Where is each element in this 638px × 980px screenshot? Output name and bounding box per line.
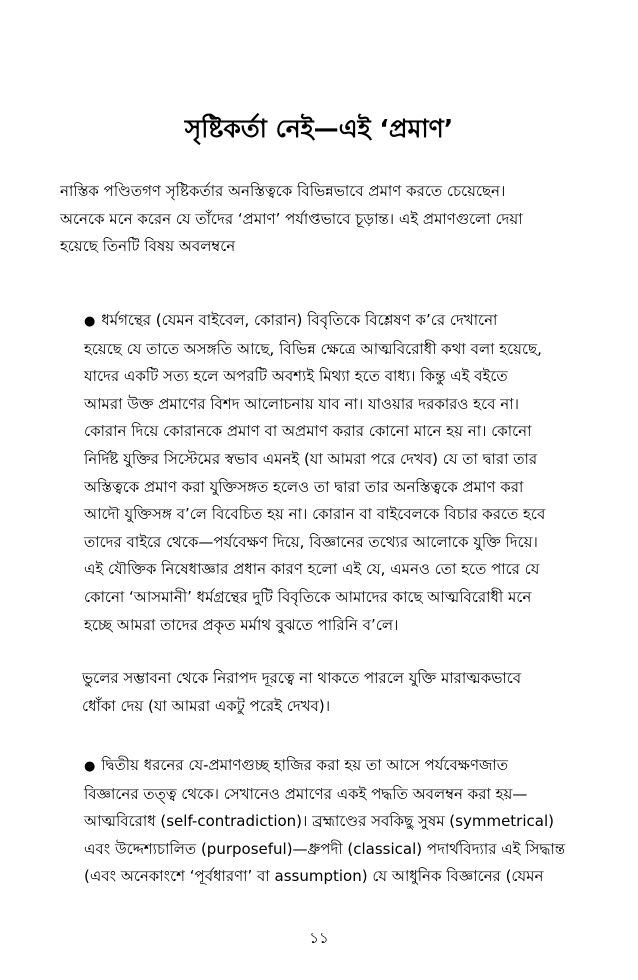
text-line: ধোঁকা দেয় (যা আমরা একটু পরেই দেখব)।	[82, 696, 331, 715]
text-line: (এবং অনেকাংশে ‘পূর্বধারণা’ বা assumption) যে আধুনিক বিজ্ঞানের (যেমন	[84, 867, 544, 886]
text-line: কোনো ‘আসমানী’ ধর্মগ্রন্থের দুটি বিবৃতিকে আমাদের কাছে আত্মবিরোধী মনে	[84, 587, 532, 606]
text-line: ভুলের সম্ভাবনা থেকে নিরাপদ দূরত্বে না থাকতে পারলে যুক্তি মারাত্মকভাবে	[82, 669, 522, 687]
text-line: বিজ্ঞানের তত্ত্ব থেকে। সেখানেও প্রমাণের একই পদ্ধতি অবলম্বন করা হয়—	[84, 784, 528, 803]
text-line	[60, 752, 596, 781]
text-line: কোরান দিয়ে কোরানকে প্রমাণ বা অপ্রমাণ করার কোনো মানে হয় না। কোনো	[84, 422, 532, 441]
text-line: নির্দিষ্ট যুক্তির সিস্টেমের স্বভাব এমনই (যা আমরা পরে দেখব) যে তা দ্বারা তার	[84, 449, 538, 468]
text-line-content: ধর্মগন্থের (যেমন বাইবেল, কোরান) বিবৃতিকে বিশ্লেষণ ক’রে দেখানো	[101, 311, 498, 329]
text-line: আদৌ যুক্তিসঙ্গ ব’লে বিবেচিত হয় না। কোরান বা বাইবেলকে বিচার করতে হবে	[84, 505, 546, 524]
bullet-icon: ●	[84, 314, 96, 329]
page-number: ১১	[309, 929, 329, 947]
text-line: যাদের একটি সত্য হলে অপরটি অবশ্যই মিথ্যা হতে বাধ্য। কিন্তু এই বইতে	[84, 367, 508, 386]
text-line: অস্তিত্বকে প্রমাণ করা যুক্তিসঙ্গত হলেও তা দ্বারা তার অনস্তিত্বকে প্রমাণ করা	[84, 477, 524, 496]
text-line-content: দ্বিতীয় ধরনের যে-প্রমাণগুচ্ছ হাজির করা হয় তা আসে পর্যবেক্ষণজাত	[101, 756, 509, 774]
text-line: এই যৌক্তিক নিষেধাজ্ঞার প্রধান কারণ হলো এই যে, এমনও তো হতে পারে যে	[84, 560, 540, 579]
text-line: হয়েছে যে তাতে অসঙ্গতি আছে, বিভিন্ন ক্ষেত্রে আত্মবিরোধী কথা বলা হয়েছে,	[84, 339, 542, 358]
text-line	[60, 307, 596, 336]
paragraph-second-proof	[60, 752, 596, 891]
text-line: নাস্তিক পণ্ডিতগণ সৃষ্টিকর্তার অনস্তিত্বকে বিভিন্নভাবে প্রমাণ করতে চেয়েছেন।	[60, 182, 506, 200]
text-line: আমরা উক্ত প্রমাণের বিশদ আলোচনায় যাব না। যাওয়ার দরকারও হবে না।	[84, 394, 519, 413]
text-line: আত্মবিরোধ (self-contradiction)। ব্রহ্মাণ্ডের সবকিছু সুষম (symmetrical)	[84, 812, 554, 831]
chapter-title: সৃষ্টিকর্তা নেই—এই ‘প্রমাণ’	[184, 114, 454, 143]
text-line: হচ্ছে আমরা তাদের প্রকৃত মর্মাথ বুঝতে পারিনি ব’লে।	[84, 615, 399, 634]
bullet-icon: ●	[84, 759, 96, 774]
text-line: হয়েছে তিনটি বিষয় অবলম্বনে	[60, 237, 236, 256]
text-line: তাদের বাইরে থেকে—পর্যবেক্ষণ দিয়ে, বিজ্ঞানের তথ্যের আলোকে যুক্তি দিয়ে।	[84, 532, 538, 551]
paragraph-error-caution	[60, 665, 596, 720]
text-line: এবং উদ্দেশ্যচালিত (purposeful)—ধ্রুপদী (classical) পদার্থবিদ্যার এই সিদ্ধান্ত	[84, 839, 566, 858]
paragraph-intro	[60, 178, 596, 261]
text-line: অনেকে মনে করেন যে তাঁদের ‘প্রমাণ’ পর্যাপ্তভাবে চূড়ান্ত। এই প্রমাণগুলো দেয়া	[60, 209, 523, 228]
paragraph-first-proof	[60, 307, 596, 639]
